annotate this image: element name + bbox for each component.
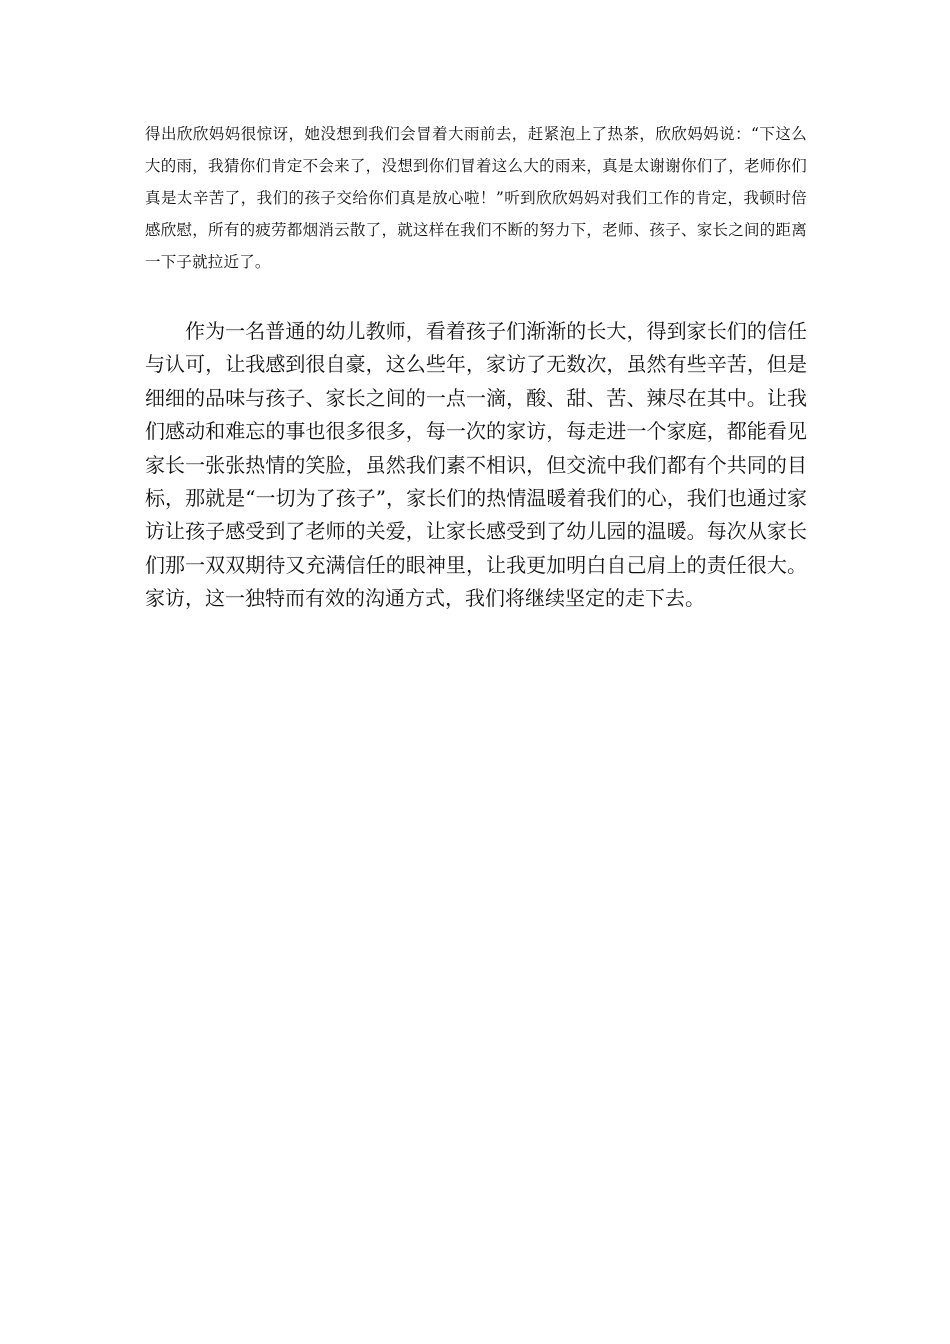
paragraph-continued: 得出欣欣妈妈很惊讶，她没想到我们会冒着大雨前去，赶紧泡上了热茶，欣欣妈妈说：“下这么大的雨，我猜你们肯定不会来了，没想到你们冒着这么大的雨来，真是太谢谢你们了，老师你们真是太辛苦了，我们的孩子交给你们真是放心啦！”听到欣欣妈妈对我们工作的肯定，我顿时倍感欣慰，所有的疲劳都烟消云散了，就这样在我们不断的努力下，老师、孩子、家长之间的距离一下子就拉近了。 [145,125,807,271]
paragraph-conclusion: 作为一名普通的幼儿教师，看着孩子们渐渐的长大，得到家长们的信任与认可，让我感到很自豪，这么些年，家访了无数次，虽然有些辛苦，但是细细的品味与孩子、家长之间的一点一滴，酸、甜、苦、辣尽在其中。让我们感动和难忘的事也很多很多，每一次的家访，每走进一个家庭，都能看见家长一张张热情的笑脸，虽然我们素不相识，但交流中我们都有个共同的目标，那就是“一切为了孩子”，家长们的热情温暖着我们的心，我们也通过家访让孩子感受到了老师的关爱，让家长感受到了幼儿园的温暖。每次从家长们那一双双期待又充满信任的眼神里，让我更加明白自己肩上的责任很大。家访，这一独特而有效的沟通方式，我们将继续坚定的走下去。 [145,319,807,611]
